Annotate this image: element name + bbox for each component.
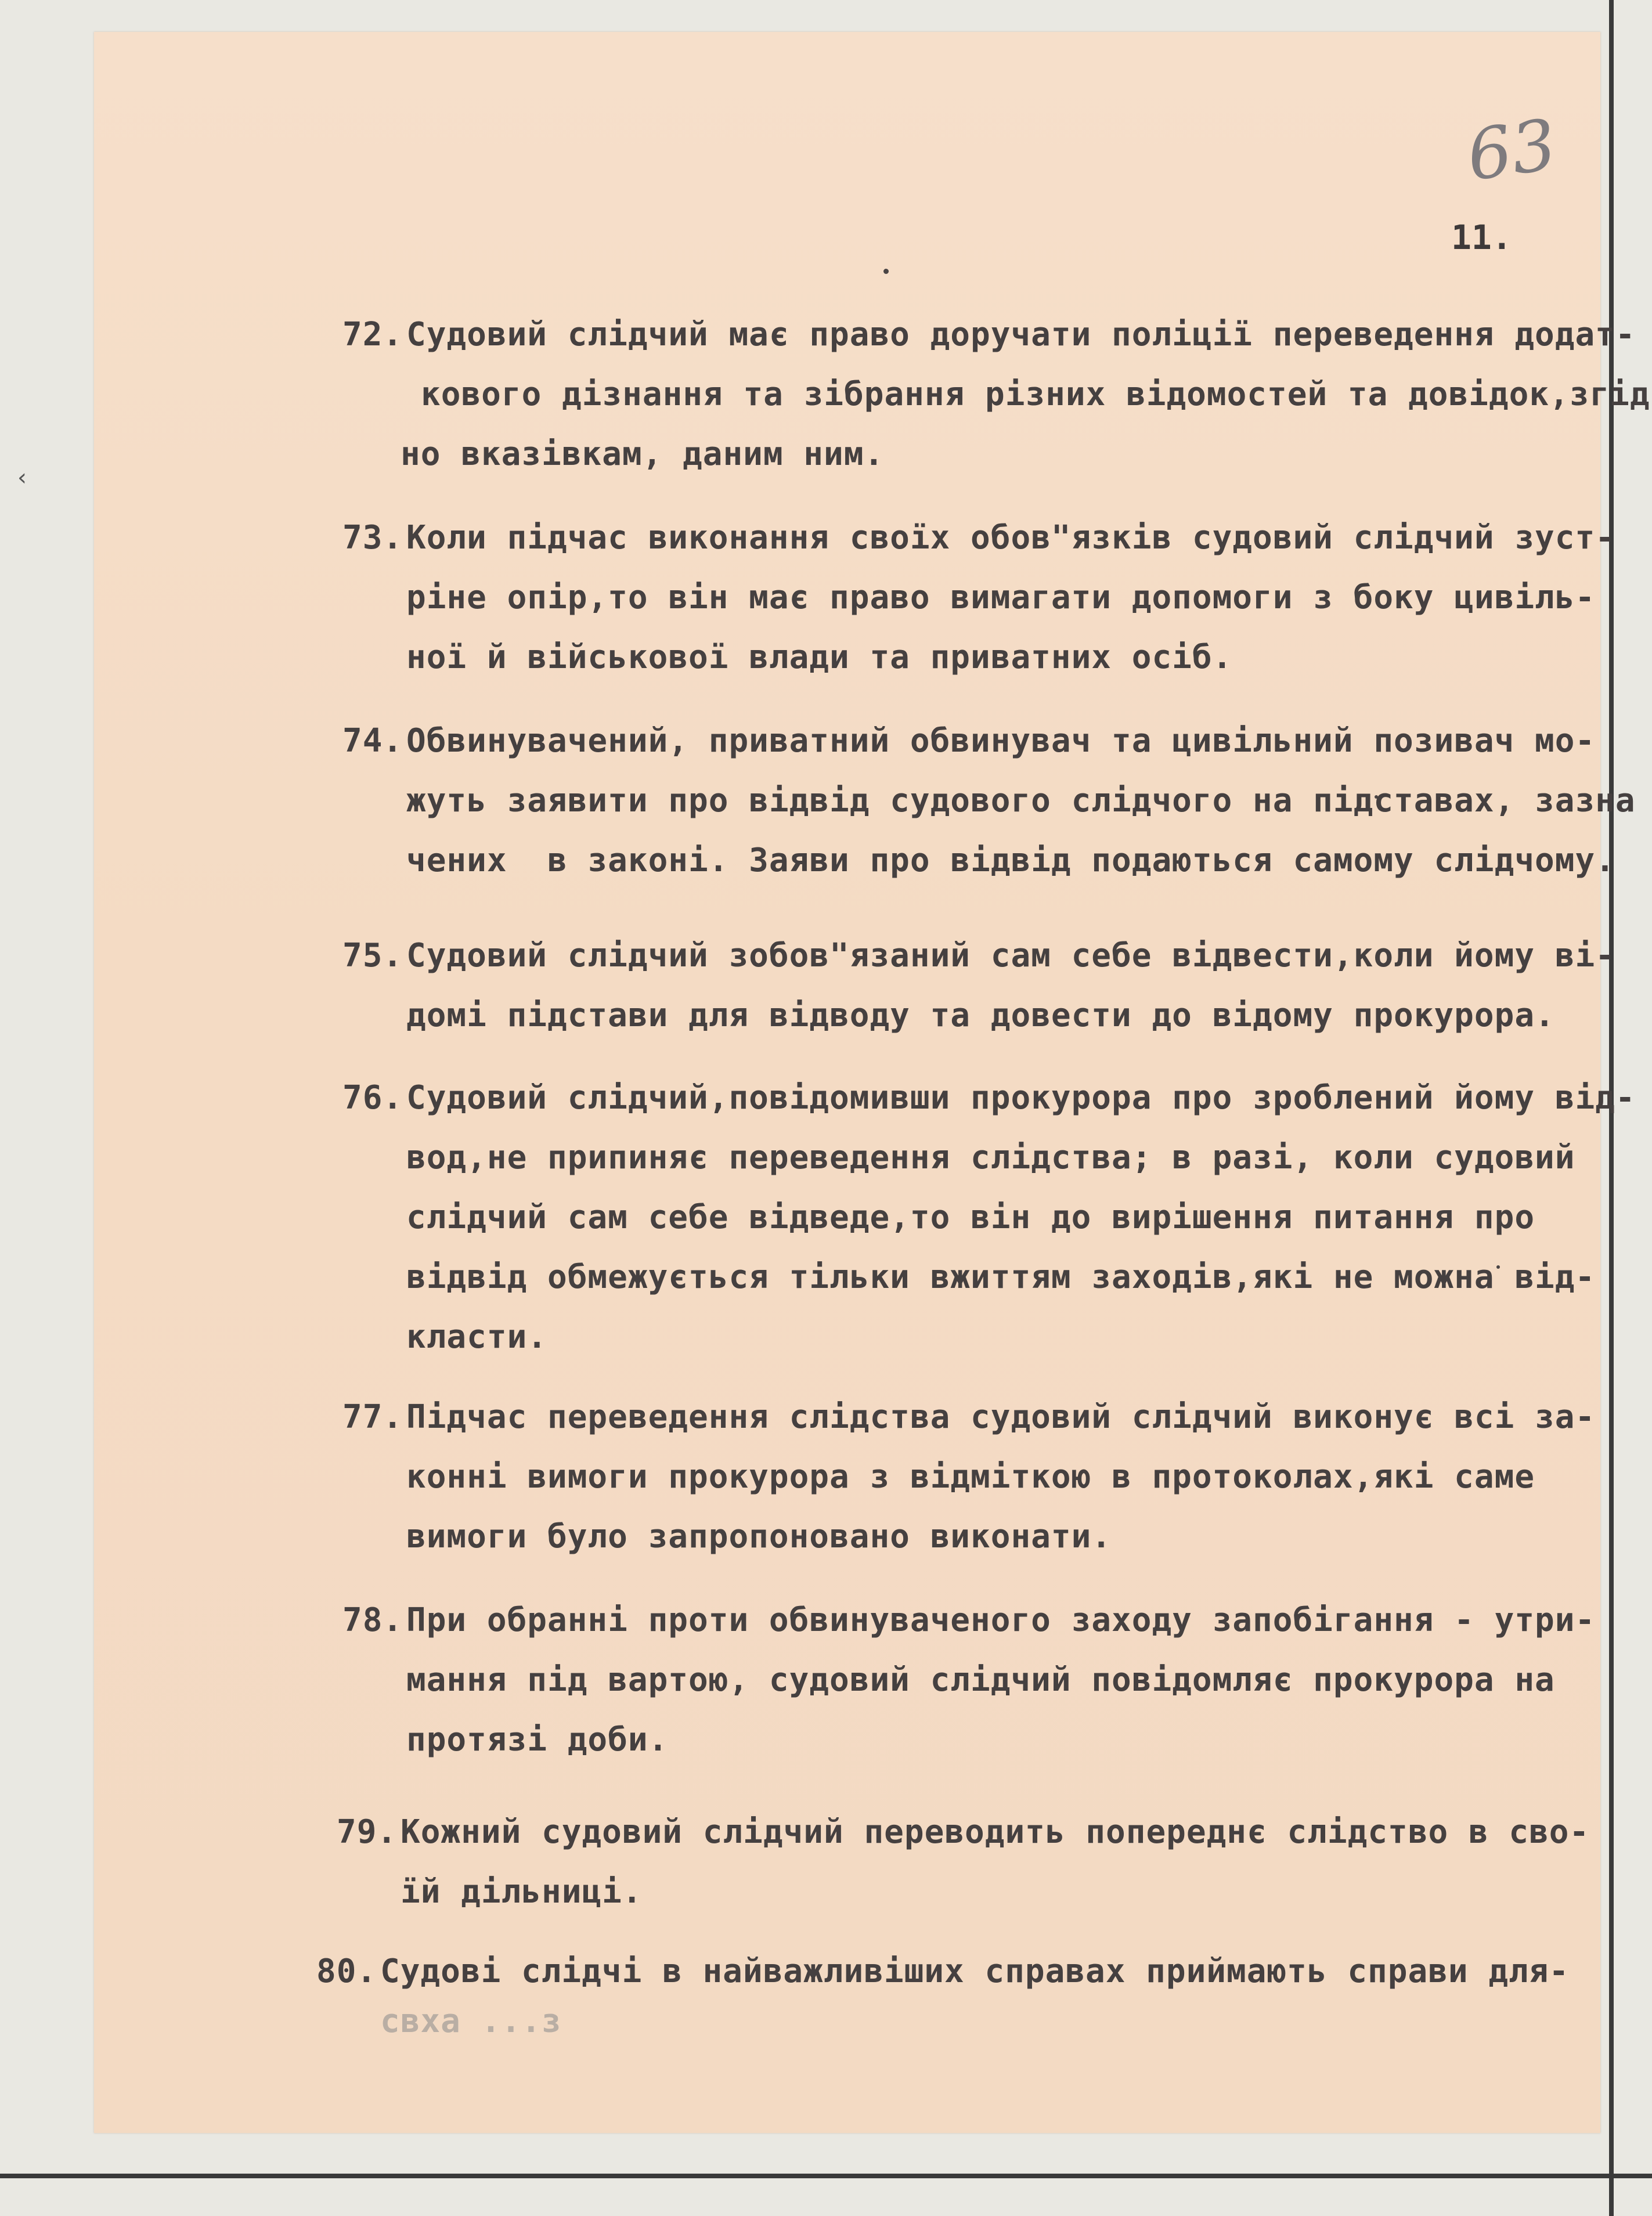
- paragraph-line: Підчас переведення слідства судовий слідчий виконує всі за-: [406, 1398, 1596, 1436]
- paragraph-79: [337, 1802, 1590, 1922]
- paragraph-line: кового дізнання та зібрання різних відомостей та довідок,згід: [421, 376, 1650, 413]
- paragraph-75: [342, 926, 1615, 1045]
- paragraph-line: вимоги було запропоновано виконати.: [406, 1518, 1112, 1555]
- paragraph-78: [342, 1590, 1596, 1770]
- page-number: 11.: [1451, 218, 1512, 257]
- paragraph-72: [342, 305, 1650, 484]
- faded-paragraph-line: свха ...з: [380, 2002, 562, 2040]
- paragraph-line: Судові слідчі в найважливіших справах приймають справи для-: [380, 1952, 1570, 1990]
- paragraph-80: [316, 1941, 1570, 2042]
- scan-mat-edge-bottom: [0, 2174, 1652, 2178]
- paragraph-74: [342, 711, 1636, 890]
- paragraph-line: протязі доби.: [406, 1721, 669, 1759]
- paragraph-line: но вказівкам, даним ним.: [401, 435, 885, 473]
- paragraph-number: 74.: [342, 722, 403, 760]
- paragraph-line: Судовий слідчий,повідомивши прокурора про зроблений йому від-: [406, 1079, 1636, 1117]
- paragraph-line: При обранні проти обвинуваченого заходу запобігання - утри-: [406, 1601, 1596, 1639]
- paragraph-line: Кожний судовий слідчий переводить попереднє слідство в сво-: [401, 1813, 1590, 1851]
- paragraph-line: Судовий слідчий зобов"язаний сам себе відвести,коли йому ві-: [406, 937, 1615, 975]
- paragraph-line: мання під вартою, судовий слідчий повідомляє прокурора на: [406, 1661, 1555, 1699]
- paragraph-73: [342, 508, 1615, 687]
- paragraph-number: 75.: [342, 937, 403, 975]
- paragraph-number: 80.: [316, 1952, 377, 1990]
- paragraph-76: [342, 1068, 1636, 1367]
- paragraph-line: Коли підчас виконання своїх обов"язків судовий слідчий зуст-: [406, 519, 1615, 557]
- paragraph-line: слідчий сам себе відведе,то він до вирішення питання про: [406, 1199, 1535, 1236]
- paragraph-77: [342, 1387, 1596, 1567]
- paragraph-number: 72.: [342, 316, 403, 353]
- paragraph-line: чених в законі. Заяви про відвід подаються самому слідчому.: [406, 842, 1615, 879]
- paragraph-number: 76.: [342, 1079, 403, 1117]
- paper-speck: [883, 269, 889, 274]
- paragraph-line: Судовий слідчий має право доручати поліції переведення додат-: [406, 316, 1636, 353]
- paragraph-line: вод,не припиняє переведення слідства; в разі, коли судовий: [406, 1139, 1575, 1176]
- paragraph-line: ної й військової влади та приватних осіб.: [406, 638, 1233, 676]
- paragraph-number: 73.: [342, 519, 403, 557]
- paragraph-number: 78.: [342, 1601, 403, 1639]
- paragraph-line: класти.: [406, 1318, 548, 1356]
- paragraph-number: 77.: [342, 1398, 403, 1436]
- paragraph-line: домі підстави для відводу та довести до відому прокурора.: [406, 997, 1555, 1034]
- paragraph-line: їй дільниці.: [401, 1873, 643, 1911]
- paragraph-line: відвід обмежується тільки вжиттям заходів,які не можна від-: [406, 1258, 1596, 1296]
- paragraph-line: конні вимоги прокурора з відміткою в протоколах,які саме: [406, 1458, 1535, 1496]
- paragraph-number: 79.: [337, 1813, 398, 1851]
- margin-mark: ‹: [17, 464, 27, 491]
- handwritten-folio-number: 63: [1462, 104, 1561, 197]
- paragraph-line: ріне опір,то він має право вимагати допомоги з боку цивіль-: [406, 579, 1596, 616]
- paragraph-line: жуть заявити про відвід судового слідчого на підставах, зазна: [406, 782, 1636, 820]
- paragraph-line: Обвинувачений, приватний обвинувач та цивільний позивач мо-: [406, 722, 1596, 760]
